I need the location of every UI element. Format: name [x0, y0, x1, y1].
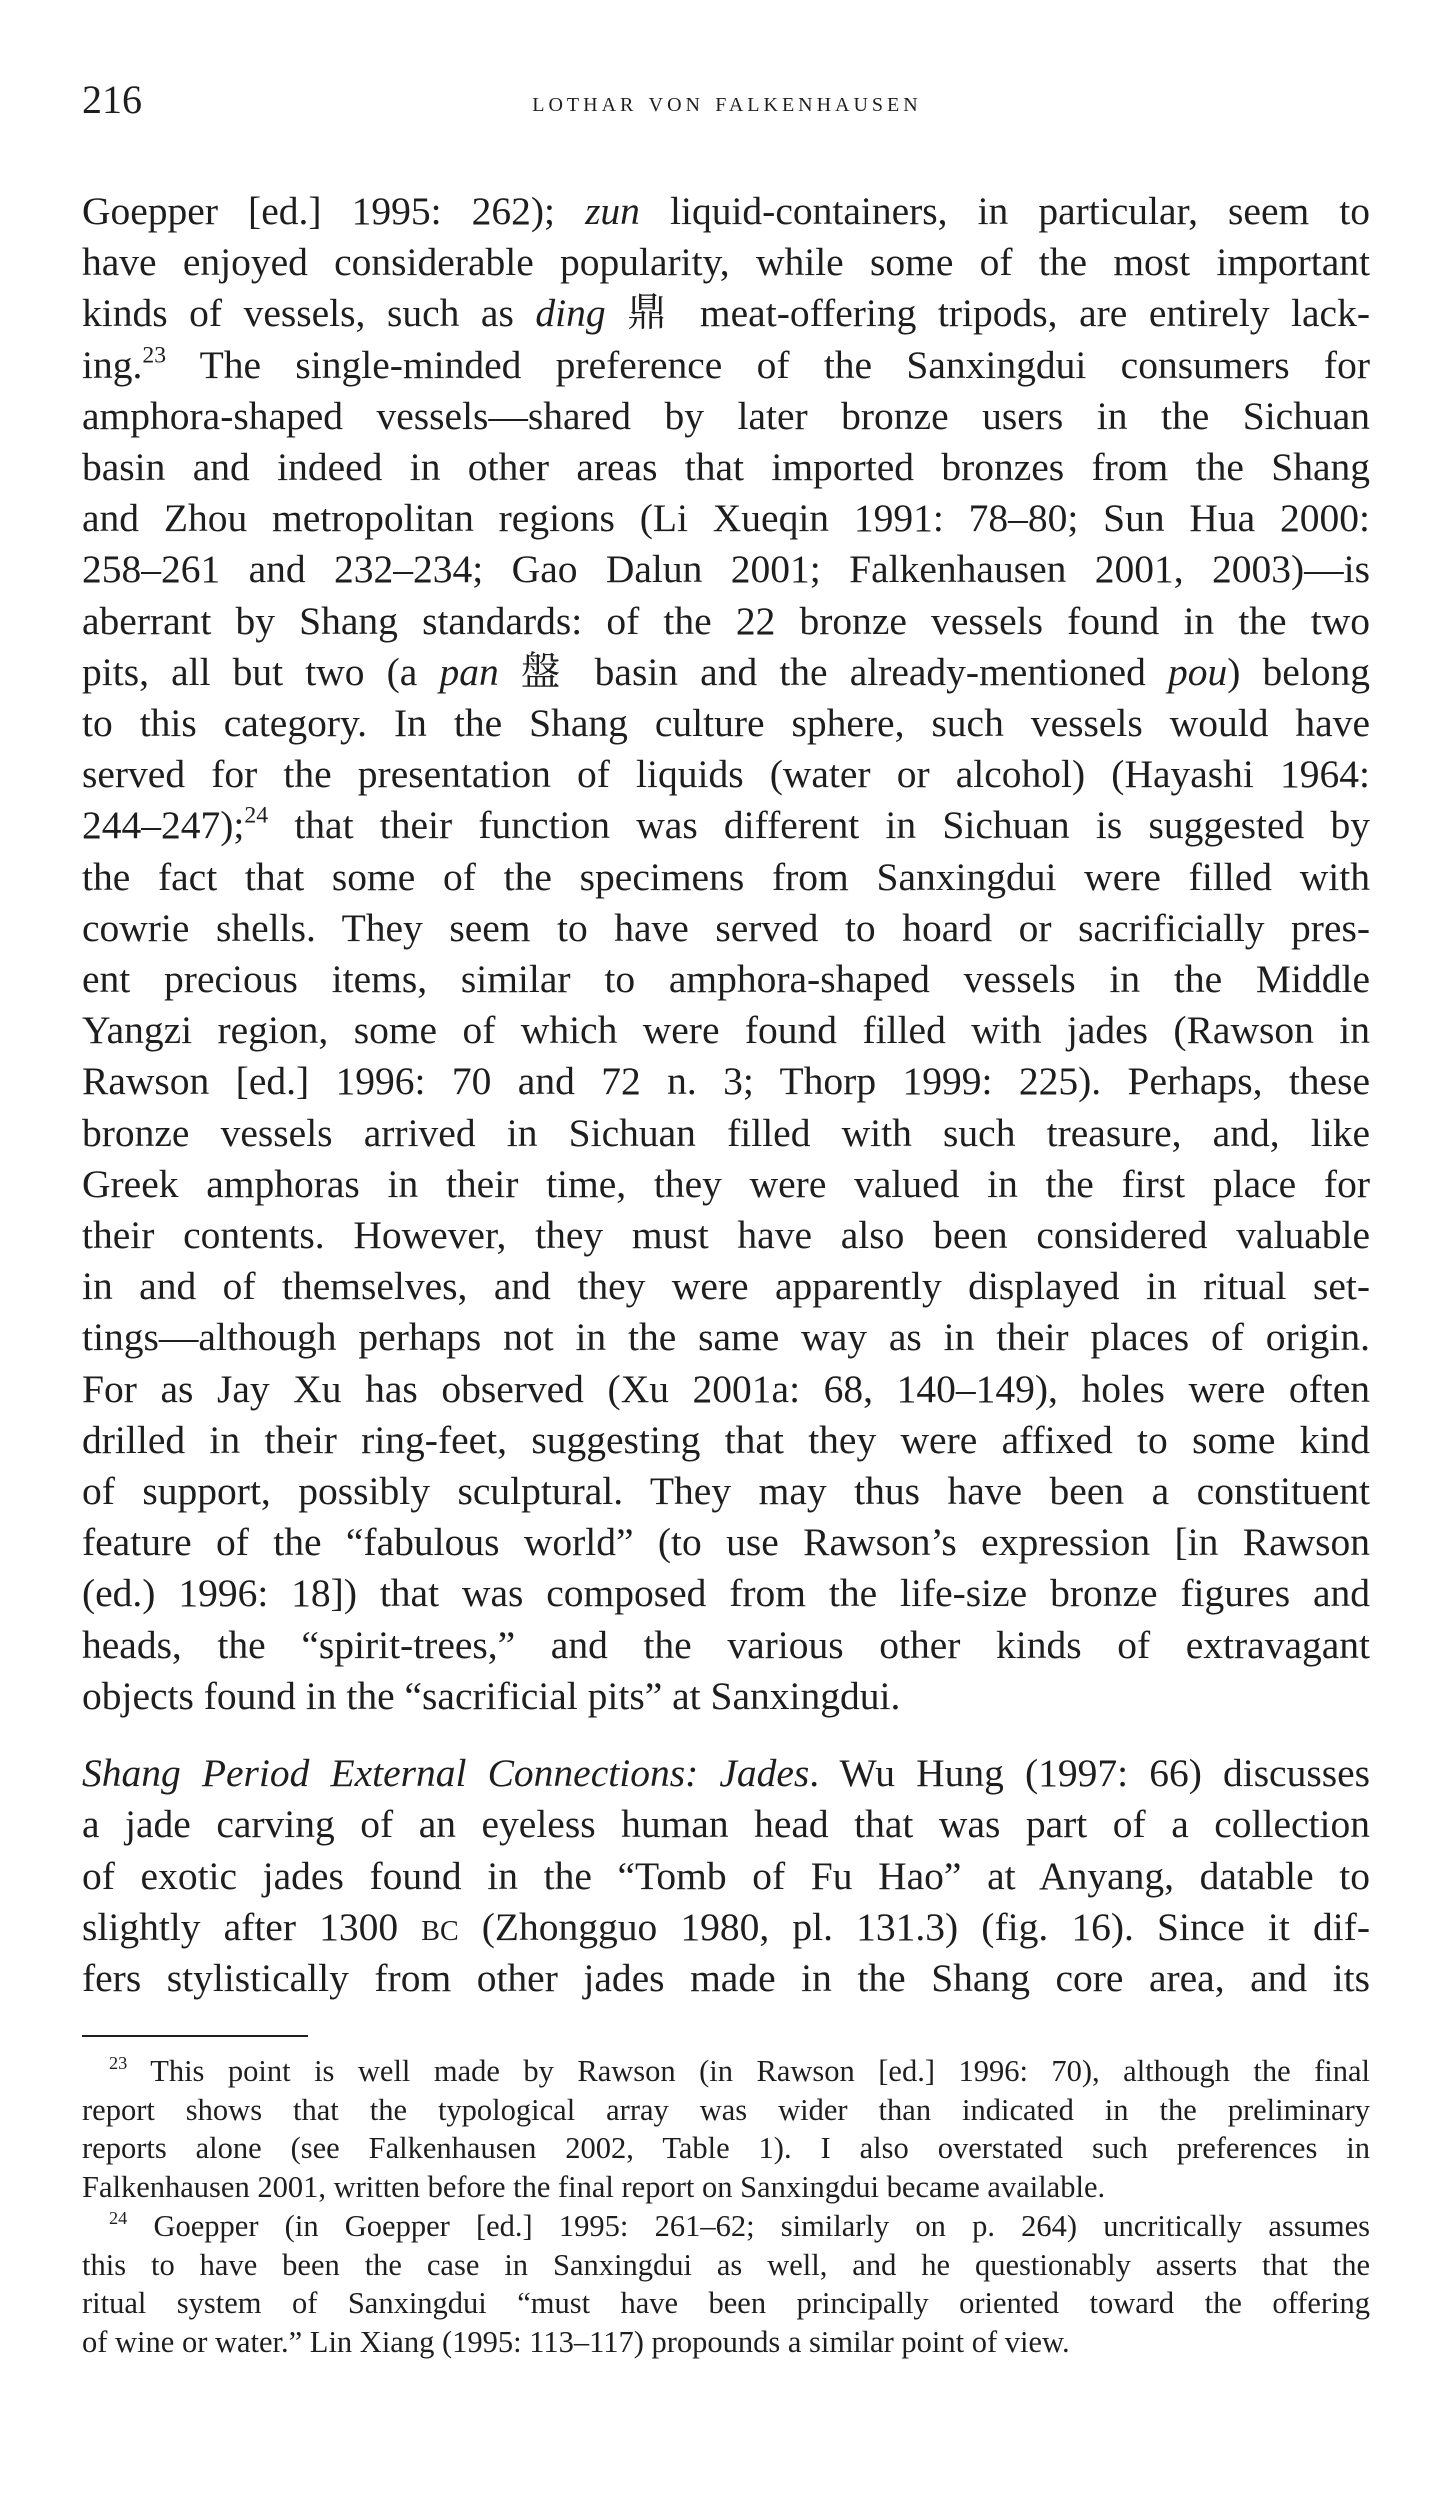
footnote-24 [82, 2207, 1370, 2362]
text-line: Greek amphoras in their time, they were valued in the first place for [82, 1161, 1370, 1206]
text-run: pits, all but two (a [82, 649, 440, 694]
text-line: objects found in the “sacrificial pits” at Sanxingdui. [82, 1673, 901, 1718]
text-line: have enjoyed considerable popularity, while some of the most important [82, 240, 1370, 285]
italic-text: pan [439, 649, 499, 694]
text-line: of exotic jades found in the “Tomb of Fu Hao” at Anyang, datable to [82, 1853, 1370, 1898]
body-text [82, 186, 1370, 2004]
text-line: of support, possibly sculptural. They may thus have been a constituent [82, 1469, 1370, 1514]
text-line: drilled in their ring-feet, suggesting that they were affixed to some kind [82, 1417, 1370, 1462]
text-line: to this category. In the Shang culture sphere, such vessels would have [82, 701, 1370, 746]
italic-text: pou [1167, 649, 1228, 694]
text-line: of wine or water.” Lin Xiang (1995: 113–117) propounds a similar point of view. [82, 2324, 1070, 2359]
text-run: . Wu Hung (1997: 66) discusses [809, 1751, 1370, 1796]
running-head [82, 76, 1372, 126]
text-line: bronze vessels arrived in Sichuan filled with such treasure, and, like [82, 1110, 1370, 1155]
text-run: Goepper [ed.] 1995: 262); [82, 189, 586, 233]
text-line: ent precious items, similar to amphora-shaped vessels in the Middle [82, 957, 1370, 1002]
paragraph-gap [82, 1722, 1370, 1748]
text-line: Falkenhausen 2001, written before the final report on Sanxingdui became available. [82, 2170, 1106, 2205]
text-line: their contents. However, they must have also been considered valuable [82, 1213, 1370, 1258]
footnote-number[interactable]: 23 [109, 2053, 128, 2074]
text-run: 盤 basin and the already-mentioned [498, 649, 1168, 694]
text-run: ing. [82, 342, 143, 387]
paragraph-jades [82, 1748, 1370, 2004]
text-line: reports alone (see Falkenhausen 2002, Table 1). I also overstated such preferences in [82, 2131, 1370, 2166]
text-line: For as Jay Xu has observed (Xu 2001a: 68, 140–149), holes were often [82, 1366, 1370, 1411]
text-run: slightly after 1300 [82, 1904, 422, 1949]
text-run: liquid-containers, in particular, seem to [639, 189, 1370, 233]
text-line [82, 2052, 1370, 2091]
text-line: the fact that some of the specimens from Sanxingdui were filled with [82, 854, 1370, 899]
text-run: 244–247); [82, 803, 245, 848]
text-line: served for the presentation of liquids (water or alcohol) (Hayashi 1964: [82, 752, 1370, 797]
text-line [82, 340, 1370, 391]
text-line: in and of themselves, and they were apparently displayed in ritual set- [82, 1264, 1370, 1309]
text-line [82, 1902, 1370, 1953]
text-line [82, 1748, 1370, 1799]
text-line: aberrant by Shang standards: of the 22 bronze vessels found in the two [82, 598, 1370, 643]
text-line [82, 288, 1370, 339]
text-run: kinds of vessels, such as [82, 291, 536, 336]
footnote-ref-23[interactable]: 23 [142, 342, 167, 369]
text-line: feature of the “fabulous world” (to use Rawson’s expression [in Rawson [82, 1520, 1370, 1565]
text-line: basin and indeed in other areas that imported bronzes from the Shang [82, 445, 1370, 490]
footnote-ref-24[interactable]: 24 [244, 803, 269, 830]
text-line: report shows that the typological array was wider than indicated in the preliminary [82, 2092, 1370, 2127]
text-line [82, 647, 1370, 698]
italic-text: ding [535, 291, 606, 336]
footnotes [82, 2052, 1370, 2362]
small-caps-text: bc [421, 1904, 459, 1949]
text-run: ) belong [1227, 649, 1370, 694]
text-line: ritual system of Sanxingdui “must have been principally oriented toward the offering [82, 2286, 1370, 2321]
text-line: heads, the “spirit-trees,” and the various other kinds of extravagant [82, 1622, 1370, 1667]
text-run: This point is well made by Rawson (in Rawson [ed.] 1996: 70), although the final [127, 2054, 1370, 2088]
footnote-number[interactable]: 24 [109, 2207, 128, 2228]
text-line [82, 2207, 1370, 2246]
text-line: (ed.) 1996: 18]) that was composed from the life-size bronze figures and [82, 1571, 1370, 1616]
text-line: tings—although perhaps not in the same way as in their places of origin. [82, 1315, 1370, 1360]
text-run: The single-minded preference of the Sanxingdui consumers for [166, 342, 1370, 387]
italic-text: zun [585, 189, 640, 233]
section-heading: Shang Period External Connections: Jades [82, 1751, 810, 1796]
text-run: that their function was different in Sichuan is suggested by [268, 803, 1370, 848]
text-line: this to have been the case in Sanxingdui as well, and he questionably asserts that the [82, 2247, 1370, 2282]
text-line: fers stylistically from other jades made in the Shang core area, and its [82, 1955, 1370, 2000]
text-line: and Zhou metropolitan regions (Li Xueqin 1991: 78–80; Sun Hua 2000: [82, 496, 1370, 541]
page-number: 216 [82, 77, 142, 122]
text-line [82, 186, 1370, 237]
text-run: Goepper (in Goepper [ed.] 1995: 261–62; similarly on p. 264) uncritically assumes [127, 2208, 1370, 2243]
running-head-author: lothar von falkenhausen [532, 86, 922, 118]
text-line: Rawson [ed.] 1996: 70 and 72 n. 3; Thorp 1999: 225). Perhaps, these [82, 1059, 1370, 1104]
footnote-divider [82, 2035, 308, 2037]
footnote-23 [82, 2052, 1370, 2207]
text-line: amphora-shaped vessels—shared by later bronze users in the Sichuan [82, 393, 1370, 438]
text-run: 鼎 meat-offering tripods, are entirely lack- [605, 291, 1370, 336]
text-line: cowrie shells. They seem to have served to hoard or sacrificially pres- [82, 905, 1370, 950]
text-line: a jade carving of an eyeless human head that was part of a collection [82, 1802, 1370, 1847]
text-line: 258–261 and 232–234; Gao Dalun 2001; Falkenhausen 2001, 2003)—is [82, 547, 1370, 592]
text-line [82, 800, 1370, 851]
text-run: (Zhongguo 1980, pl. 131.3) (fig. 16). Since it dif- [458, 1904, 1370, 1949]
paragraph-vessels [82, 186, 1370, 1722]
text-line: Yangzi region, some of which were found filled with jades (Rawson in [82, 1008, 1370, 1053]
